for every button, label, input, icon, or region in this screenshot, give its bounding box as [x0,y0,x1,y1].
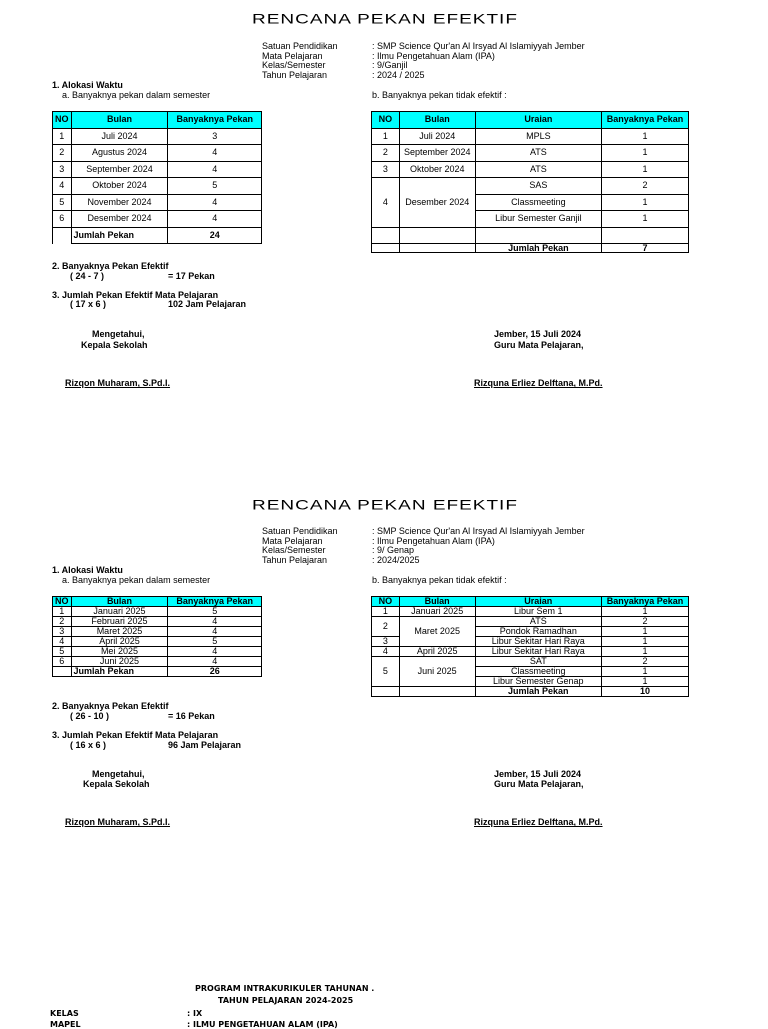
cell: 5 [168,178,262,195]
header-cell: Banyaknya Pekan [168,597,262,607]
cell: Desember 2024 [399,178,475,228]
cell: 1 [602,667,689,677]
meta-value: : SMP Science Qur'an Al Irsyad Al Islamiyyah Jember [372,526,585,536]
cell: 1 [53,128,72,145]
left-signature-1: Mengetahui, [92,329,145,339]
cell [399,687,475,697]
pekan-semester-table [52,596,262,677]
cell: Libur Semester Ganjil [475,211,601,228]
cell: 1 [602,627,689,637]
program-title: PROGRAM INTRAKURIKULER TAHUNAN . [195,984,375,993]
cell: 3 [372,161,400,178]
total-value: 7 [602,244,689,253]
cell: 4 [168,627,262,637]
table-header-row [372,112,689,129]
sub-b-label: b. Banyaknya pekan tidak efektif : [372,575,507,585]
table-row [372,657,689,667]
kelas-label: KELAS [50,1009,79,1018]
cell: Libur Sem 1 [475,607,602,617]
table-row [53,178,262,195]
program-year: TAHUN PELAJARAN 2024-2025 [218,996,354,1005]
table-row [372,128,689,145]
table-row [53,607,262,617]
section-pekan-efektif: 2. Banyaknya Pekan Efektif [52,261,169,271]
sub-a-label: a. Banyaknya pekan dalam semester [62,90,211,100]
sub-a-label: a. Banyaknya pekan dalam semester [62,575,211,585]
header-cell: Bulan [71,112,168,129]
cell: 1 [602,677,689,687]
cell: 6 [53,657,72,667]
page-1-meta-labels [262,42,338,80]
cell: 5 [372,657,400,687]
cell: 4 [372,178,400,228]
meta-value: : 9/ Genap [372,545,415,556]
cell [372,227,400,244]
left-signature-1: Mengetahui, [92,769,145,779]
cell: 1 [602,161,689,178]
right-signature-2: Guru Mata Pelajaran, [494,779,584,789]
pekan-efektif-calc: ( 24 - 7 ) [70,271,105,281]
cell: Classmeeting [475,667,602,677]
cell: 2 [602,657,689,667]
pekan-tidak-efektif-table [371,596,689,697]
jumlah-pekan-result: 102 Jam Pelajaran [168,299,247,309]
cell: Juni 2025 [399,657,475,687]
header-cell: NO [372,597,400,607]
header-cell: NO [372,112,400,129]
cell [399,227,475,244]
table-row [372,227,689,244]
table-row [372,607,689,617]
cell: 6 [53,211,72,228]
cell: 1 [372,128,400,145]
total-value: 26 [168,667,262,677]
header-cell: Banyaknya Pekan [168,112,262,129]
cell: Libur Semester Genap [475,677,602,687]
cell: Februari 2025 [71,617,168,627]
meta-label: Tahun Pelajaran [262,554,328,565]
cell: Oktober 2024 [71,178,168,195]
header-cell: NO [53,112,72,129]
cell: Libur Sekitar Hari Raya [475,637,602,647]
total-label: Jumlah Pekan [71,667,168,677]
total-value: 24 [168,227,262,244]
cell: ATS [475,617,602,627]
section-pekan-efektif: 2. Banyaknya Pekan Efektif [52,701,169,711]
header-cell: NO [53,597,72,607]
cell: 5 [53,194,72,211]
cell: Libur Sekitar Hari Raya [475,647,602,657]
meta-value: : Ilmu Pengetahuan Alam (IPA) [372,50,495,61]
mapel-value: : ILMU PENGETAHUAN ALAM (IPA) [187,1020,338,1029]
table-row [53,647,262,657]
section-jumlah-pekan-efektif: 3. Jumlah Pekan Efektif Mata Pelajaran [52,290,219,300]
cell: Januari 2025 [399,607,475,617]
cell: 3 [372,637,400,647]
cell: Juni 2025 [71,657,168,667]
page-1-meta-values [372,42,585,80]
cell: Mei 2025 [71,647,168,657]
cell: Juli 2024 [399,128,475,145]
meta-value: : 2024 / 2025 [372,69,425,80]
total-row [53,227,262,244]
cell: Agustus 2024 [71,145,168,162]
right-signature-1: Jember, 15 Juli 2024 [494,329,582,339]
table-row [53,211,262,228]
cell: 3 [168,128,262,145]
cell: 3 [53,161,72,178]
cell: Maret 2025 [399,617,475,647]
cell: SAT [475,657,602,667]
left-signature-name: Rizqon Muharam, S.Pd.I. [65,817,171,827]
cell: 3 [53,627,72,637]
cell [53,667,72,677]
left-signature-2: Kepala Sekolah [81,340,148,350]
cell [475,227,601,244]
total-label: Jumlah Pekan [475,687,602,697]
cell: 5 [53,647,72,657]
meta-value: : 9/Ganjil [372,60,408,71]
section-alokasi-waktu: 1. Alokasi Waktu [52,565,123,575]
cell: ATS [475,161,601,178]
cell: 4 [168,647,262,657]
cell: 4 [53,637,72,647]
table-row [53,657,262,667]
cell: 2 [372,617,400,637]
total-row [372,244,689,253]
right-signature-2: Guru Mata Pelajaran, [494,340,584,350]
jumlah-pekan-calc: ( 17 x 6 ) [70,299,107,309]
meta-label: Mata Pelajaran [262,535,323,546]
pekan-efektif-calc: ( 26 - 10 ) [70,711,110,721]
header-cell: Banyaknya Pekan [602,597,689,607]
meta-value: : Ilmu Pengetahuan Alam (IPA) [372,535,495,546]
kelas-value: : IX [187,1009,203,1018]
section-jumlah-pekan-efektif: 3. Jumlah Pekan Efektif Mata Pelajaran [52,730,219,740]
cell [53,227,72,244]
cell: 4 [168,617,262,627]
table-header-row [372,597,689,607]
meta-value: : 2024/2025 [372,554,420,565]
mapel-label: MAPEL [50,1020,81,1029]
pekan-semester-table [52,111,262,244]
cell: 4 [168,161,262,178]
cell [372,687,400,697]
cell [372,244,400,253]
section-alokasi-waktu: 1. Alokasi Waktu [52,80,123,90]
meta-label: Kelas/Semester [262,60,326,71]
cell: 1 [602,211,689,228]
table-header-row [53,597,262,607]
cell: 2 [372,145,400,162]
header-cell: Bulan [71,597,168,607]
cell: September 2024 [399,145,475,162]
left-signature-2: Kepala Sekolah [83,779,150,789]
cell: 5 [168,637,262,647]
cell: 2 [602,617,689,627]
cell: 4 [372,647,400,657]
table-row [372,145,689,162]
cell: Juli 2024 [71,128,168,145]
total-value: 10 [602,687,689,697]
table-row [53,161,262,178]
table-row [372,617,689,627]
table-row [53,194,262,211]
cell: Desember 2024 [71,211,168,228]
cell: 4 [168,194,262,211]
right-signature-name: Rizquna Erliez Delftana, M.Pd. [474,817,603,827]
cell: 1 [602,128,689,145]
sub-b-label: b. Banyaknya pekan tidak efektif : [372,90,507,100]
table-row [372,178,689,195]
meta-label: Satuan Pendidikan [262,41,338,51]
table-row [53,145,262,162]
cell: 2 [602,178,689,195]
cell: November 2024 [71,194,168,211]
total-row [372,687,689,697]
meta-label: Mata Pelajaran [262,50,323,61]
cell: April 2025 [71,637,168,647]
cell: Classmeeting [475,194,601,211]
header-cell: Uraian [475,112,601,129]
left-signature-name: Rizqon Muharam, S.Pd.I. [65,378,171,388]
pekan-efektif-result: = 17 Pekan [168,271,215,281]
jumlah-pekan-calc: ( 16 x 6 ) [70,740,107,750]
cell [399,244,475,253]
cell: SAS [475,178,601,195]
table-header-row [53,112,262,129]
cell: April 2025 [399,647,475,657]
page-2-meta-labels [262,527,338,565]
jumlah-pekan-result: 96 Jam Pelajaran [168,740,242,750]
cell: 1 [602,637,689,647]
cell: 1 [602,647,689,657]
total-label: Jumlah Pekan [475,244,601,253]
cell: MPLS [475,128,601,145]
meta-value: : SMP Science Qur'an Al Irsyad Al Islamiyyah Jember [372,41,585,51]
page-2-meta-values [372,527,585,565]
meta-label: Satuan Pendidikan [262,526,338,536]
cell: Pondok Ramadhan [475,627,602,637]
cell: 2 [53,617,72,627]
header-cell: Banyaknya Pekan [602,112,689,129]
cell: ATS [475,145,601,162]
cell: 1 [602,194,689,211]
cell: 4 [168,145,262,162]
cell: Oktober 2024 [399,161,475,178]
table-row [53,627,262,637]
total-label: Jumlah Pekan [71,227,168,244]
cell: 5 [168,607,262,617]
cell [602,227,689,244]
cell: Januari 2025 [71,607,168,617]
cell: 4 [168,657,262,667]
table-row [53,128,262,145]
page-1-title: RENCANA PEKAN EFEKTIF [252,11,518,28]
header-cell: Bulan [399,112,475,129]
pekan-tidak-efektif-table [371,111,689,253]
right-signature-name: Rizquna Erliez Delftana, M.Pd. [474,378,603,388]
cell: 1 [53,607,72,617]
pekan-efektif-result: = 16 Pekan [168,711,215,721]
cell: 2 [53,145,72,162]
meta-label: Tahun Pelajaran [262,69,328,80]
table-row [53,637,262,647]
cell: 1 [602,145,689,162]
cell: 4 [168,211,262,228]
cell: 4 [53,178,72,195]
header-cell: Uraian [475,597,602,607]
right-signature-1: Jember, 15 Juli 2024 [494,769,582,779]
table-row [53,617,262,627]
cell: 1 [372,607,400,617]
cell: 1 [602,607,689,617]
header-cell: Bulan [399,597,475,607]
table-row [372,161,689,178]
cell: Maret 2025 [71,627,168,637]
total-row [53,667,262,677]
meta-label: Kelas/Semester [262,545,326,556]
table-row [372,647,689,657]
page-2-title: RENCANA PEKAN EFEKTIF [252,497,518,514]
cell: September 2024 [71,161,168,178]
